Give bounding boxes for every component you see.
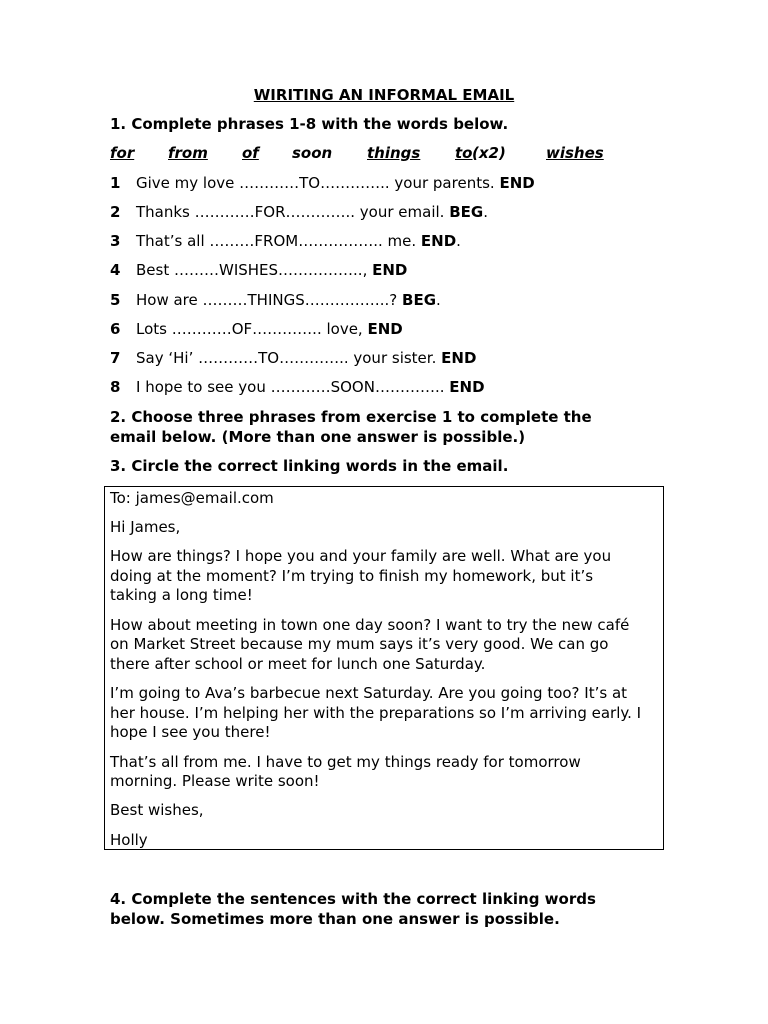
exercise-4-heading-line-1: 4. Complete the sentences with the correct linking words xyxy=(110,890,596,908)
word-bank-item: for xyxy=(110,144,135,162)
exercise-4-heading-line-2: below. Sometimes more than one answer is possible. xyxy=(110,910,560,928)
email-paragraph-line: I’m going to Ava’s barbecue next Saturday. Are you going too? It’s at xyxy=(110,684,628,702)
phrase-number: 7 xyxy=(110,349,121,367)
phrase-tag: END xyxy=(499,174,535,192)
word-bank xyxy=(0,144,768,164)
phrase-line xyxy=(110,291,441,309)
phrase-line xyxy=(110,174,535,192)
phrase-line xyxy=(110,349,476,367)
email-paragraph-line: That’s all from me. I have to get my things ready for tomorrow xyxy=(110,753,581,771)
email-paragraph-line: there after school or meet for lunch one Saturday. xyxy=(110,655,486,673)
email-greeting: Hi James, xyxy=(110,518,181,536)
email-paragraph-line: morning. Please write soon! xyxy=(110,772,320,790)
phrase-tag: END xyxy=(420,232,457,250)
phrase-line xyxy=(110,378,485,396)
phrase-text: Lots …………OF………….. love, xyxy=(136,320,363,338)
phrase-tag: BEG xyxy=(402,291,437,309)
exercise-3-heading: 3. Circle the correct linking words in the email. xyxy=(110,457,509,475)
phrase-number: 2 xyxy=(110,203,121,221)
word-bank-item: things xyxy=(367,144,421,162)
email-paragraph-line: How are things? I hope you and your family are well. What are you xyxy=(110,547,612,565)
phrase-text: That’s all ………FROM…………….. me. xyxy=(136,232,417,250)
phrase-tag: END xyxy=(372,261,408,279)
page-title: WIRITING AN INFORMAL EMAIL xyxy=(253,86,515,104)
phrase-line xyxy=(110,232,461,250)
word-bank-item: wishes xyxy=(546,144,604,162)
phrase-number: 1 xyxy=(110,174,121,192)
email-paragraph-line: on Market Street because my mum says it’s very good. We can go xyxy=(110,635,609,653)
word-bank-item: soon xyxy=(292,144,333,162)
phrase-text: How are ………THINGS……………..? xyxy=(136,291,398,309)
phrase-line xyxy=(110,261,407,279)
phrase-number: 4 xyxy=(110,261,121,279)
exercise-2-heading-line-2: email below. (More than one answer is possible.) xyxy=(110,428,526,446)
phrase-line xyxy=(110,320,403,338)
phrase-text: I hope to see you …………SOON………….. xyxy=(136,378,445,396)
phrase-number: 8 xyxy=(110,378,121,396)
email-paragraph-line: doing at the moment? I’m trying to finish my homework, but it’s xyxy=(110,567,594,585)
phrase-number: 5 xyxy=(110,291,121,309)
phrase-tag: END xyxy=(449,378,485,396)
email-to: To: james@email.com xyxy=(110,489,274,507)
word-bank-item: to xyxy=(455,144,473,162)
phrase-end: . xyxy=(436,291,441,309)
phrase-end: . xyxy=(456,232,461,250)
word-bank-item: of xyxy=(242,144,259,162)
exercise-1-heading: 1. Complete phrases 1-8 with the words below. xyxy=(110,115,509,133)
exercise-2-heading-line-1: 2. Choose three phrases from exercise 1 to complete the xyxy=(110,408,592,426)
word-bank-item: (x2) xyxy=(472,144,506,162)
email-paragraph-line: hope I see you there! xyxy=(110,723,271,741)
email-paragraph-line: her house. I’m helping her with the preparations so I’m arriving early. I xyxy=(110,704,642,722)
email-paragraph-line: How about meeting in town one day soon? I want to try the new café xyxy=(110,616,630,634)
phrase-tag: END xyxy=(441,349,477,367)
phrase-text: Give my love …………TO………….. your parents. xyxy=(136,174,495,192)
phrase-end: . xyxy=(483,203,488,221)
phrase-text: Thanks …………FOR………….. your email. xyxy=(136,203,445,221)
phrase-text: Say ‘Hi’ …………TO………….. your sister. xyxy=(136,349,437,367)
phrase-number: 3 xyxy=(110,232,121,250)
phrase-tag: END xyxy=(367,320,403,338)
email-box xyxy=(104,486,664,850)
phrase-line xyxy=(110,203,488,221)
email-paragraph-line: taking a long time! xyxy=(110,586,253,604)
word-bank-item: from xyxy=(168,144,208,162)
email-signature: Holly xyxy=(110,831,148,849)
phrase-tag: BEG xyxy=(449,203,484,221)
phrase-number: 6 xyxy=(110,320,121,338)
phrase-text: Best ………WISHES…………….., xyxy=(136,261,368,279)
email-signoff: Best wishes, xyxy=(110,801,204,819)
